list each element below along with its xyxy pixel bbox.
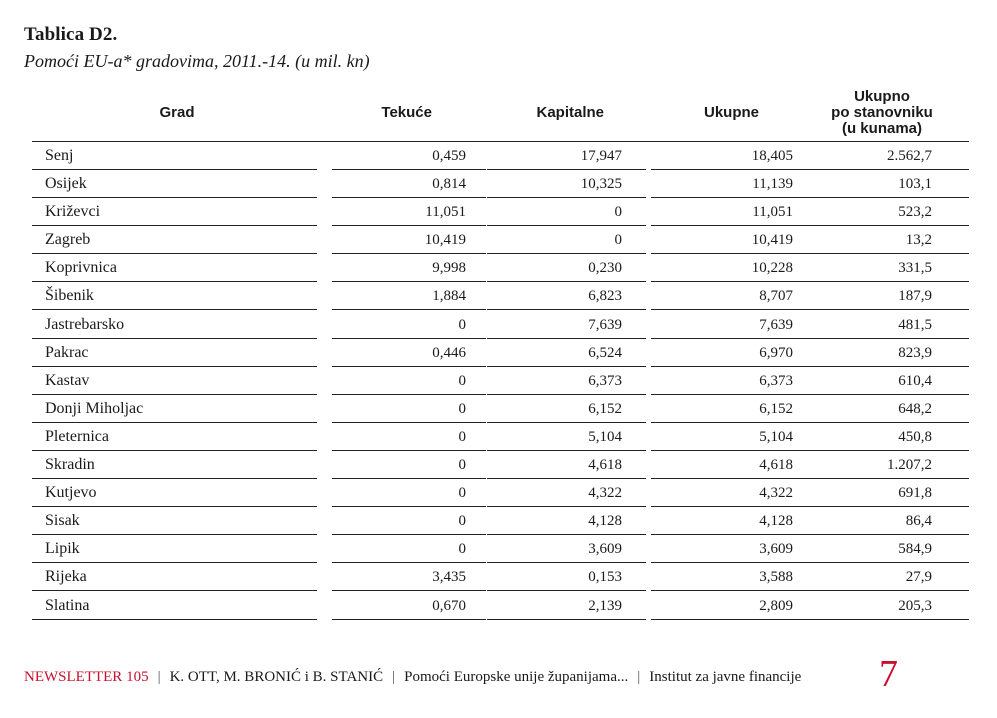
cell-tekuce: 0,459 [332, 142, 486, 170]
cell-kapitalne: 0,230 [487, 254, 646, 282]
footer-separator: | [392, 668, 396, 685]
cell-tekuce: 1,884 [332, 282, 486, 310]
cell-ukupne: 6,152 [651, 395, 824, 423]
cell-grad: Rijeka [32, 563, 317, 591]
table-subtitle: Pomoći EU-a* gradovima, 2011.-14. (u mil. kn) [24, 51, 370, 71]
page-footer [24, 666, 801, 688]
cell-po-stanovniku: 187,9 [812, 282, 969, 310]
cell-po-stanovniku: 205,3 [812, 592, 969, 620]
table-row [32, 367, 969, 395]
cell-kapitalne: 4,128 [487, 507, 646, 535]
cell-tekuce: 0 [332, 535, 486, 563]
cell-po-stanovniku: 823,9 [812, 339, 969, 367]
cell-grad: Jastrebarsko [32, 311, 317, 339]
table-row [32, 507, 969, 535]
cell-ukupne: 11,051 [651, 198, 824, 226]
cell-po-stanovniku: 450,8 [812, 423, 969, 451]
cell-ukupne: 3,609 [651, 535, 824, 563]
cell-po-stanovniku: 13,2 [812, 226, 969, 254]
cell-tekuce: 0 [332, 451, 486, 479]
cell-grad: Pleternica [32, 423, 317, 451]
cell-kapitalne: 10,325 [487, 170, 646, 198]
cell-tekuce: 0,670 [332, 592, 486, 620]
cell-tekuce: 3,435 [332, 563, 486, 591]
header-grad: Grad [159, 103, 195, 121]
cell-tekuce: 0,814 [332, 170, 486, 198]
cell-tekuce: 9,998 [332, 254, 486, 282]
cell-kapitalne: 4,618 [487, 451, 646, 479]
cell-ukupne: 2,809 [651, 592, 824, 620]
cell-grad: Kastav [32, 367, 317, 395]
cell-po-stanovniku: 481,5 [812, 311, 969, 339]
cell-po-stanovniku: 103,1 [812, 170, 969, 198]
cell-ukupne: 7,639 [651, 311, 824, 339]
cell-ukupne: 10,419 [651, 226, 824, 254]
table-row [32, 451, 969, 479]
cell-tekuce: 0 [332, 507, 486, 535]
cell-tekuce: 0 [332, 395, 486, 423]
cell-tekuce: 0 [332, 367, 486, 395]
cell-kapitalne: 2,139 [487, 592, 646, 620]
cell-grad: Donji Miholjac [32, 395, 317, 423]
table-row [32, 563, 969, 591]
cell-grad: Sisak [32, 507, 317, 535]
footer-authors: K. OTT, M. BRONIĆ i B. STANIĆ [169, 668, 384, 685]
cell-grad: Osijek [32, 170, 317, 198]
table-row [32, 170, 969, 198]
cell-po-stanovniku: 331,5 [812, 254, 969, 282]
table-title: Tablica D2. [24, 24, 118, 45]
data-table [32, 84, 969, 620]
cell-grad: Pakrac [32, 339, 317, 367]
cell-ukupne: 4,322 [651, 479, 824, 507]
header-kapitalne: Kapitalne [536, 103, 604, 121]
cell-ukupne: 18,405 [651, 142, 824, 170]
table-body [32, 142, 969, 620]
cell-kapitalne: 7,639 [487, 311, 646, 339]
table-row [32, 423, 969, 451]
table-row [32, 592, 969, 620]
cell-grad: Koprivnica [32, 254, 317, 282]
table-row [32, 226, 969, 254]
cell-ukupne: 8,707 [651, 282, 824, 310]
cell-grad: Slatina [32, 592, 317, 620]
cell-kapitalne: 3,609 [487, 535, 646, 563]
footer-institute: Institut za javne financije [649, 668, 802, 685]
header-po-stanovniku [792, 84, 972, 141]
table-row [32, 395, 969, 423]
cell-po-stanovniku: 2.562,7 [812, 142, 969, 170]
footer-article: Pomoći Europske unije županijama... [404, 668, 629, 685]
cell-tekuce: 0 [332, 479, 486, 507]
table-row [32, 311, 969, 339]
table-header [32, 84, 969, 142]
cell-grad: Senj [32, 142, 317, 170]
cell-po-stanovniku: 86,4 [812, 507, 969, 535]
footer-separator: | [637, 668, 641, 685]
table-row [32, 198, 969, 226]
header-po-stanovniku-line2: po stanovniku [831, 103, 933, 121]
cell-kapitalne: 6,524 [487, 339, 646, 367]
cell-grad: Križevci [32, 198, 317, 226]
cell-kapitalne: 6,373 [487, 367, 646, 395]
cell-tekuce: 0 [332, 423, 486, 451]
cell-grad: Lipik [32, 535, 317, 563]
cell-ukupne: 6,970 [651, 339, 824, 367]
table-row [32, 479, 969, 507]
cell-kapitalne: 0 [487, 198, 646, 226]
footer-separator: | [157, 668, 161, 685]
table-row [32, 339, 969, 367]
cell-kapitalne: 17,947 [487, 142, 646, 170]
cell-kapitalne: 6,152 [487, 395, 646, 423]
cell-grad: Kutjevo [32, 479, 317, 507]
cell-ukupne: 11,139 [651, 170, 824, 198]
cell-ukupne: 10,228 [651, 254, 824, 282]
cell-ukupne: 6,373 [651, 367, 824, 395]
cell-grad: Zagreb [32, 226, 317, 254]
header-po-stanovniku-line3: (u kunama) [841, 119, 922, 137]
cell-tekuce: 0,446 [332, 339, 486, 367]
table-row [32, 254, 969, 282]
cell-po-stanovniku: 610,4 [812, 367, 969, 395]
table-row [32, 142, 969, 170]
cell-po-stanovniku: 584,9 [812, 535, 969, 563]
cell-tekuce: 11,051 [332, 198, 486, 226]
header-tekuce: Tekuće [381, 103, 432, 121]
cell-po-stanovniku: 523,2 [812, 198, 969, 226]
footer-newsletter: NEWSLETTER 105 [24, 668, 149, 685]
cell-ukupne: 3,588 [651, 563, 824, 591]
table-row [32, 535, 969, 563]
cell-kapitalne: 6,823 [487, 282, 646, 310]
cell-po-stanovniku: 648,2 [812, 395, 969, 423]
cell-kapitalne: 5,104 [487, 423, 646, 451]
cell-tekuce: 10,419 [332, 226, 486, 254]
cell-kapitalne: 4,322 [487, 479, 646, 507]
page-number: 7 [879, 653, 898, 695]
cell-tekuce: 0 [332, 311, 486, 339]
cell-ukupne: 4,128 [651, 507, 824, 535]
cell-grad: Šibenik [32, 282, 317, 310]
cell-kapitalne: 0 [487, 226, 646, 254]
header-ukupne: Ukupne [703, 103, 759, 121]
cell-po-stanovniku: 27,9 [812, 563, 969, 591]
cell-kapitalne: 0,153 [487, 563, 646, 591]
cell-ukupne: 4,618 [651, 451, 824, 479]
cell-po-stanovniku: 1.207,2 [812, 451, 969, 479]
cell-po-stanovniku: 691,8 [812, 479, 969, 507]
header-po-stanovniku-line1: Ukupno [854, 87, 910, 105]
cell-grad: Skradin [32, 451, 317, 479]
table-row [32, 282, 969, 310]
cell-ukupne: 5,104 [651, 423, 824, 451]
